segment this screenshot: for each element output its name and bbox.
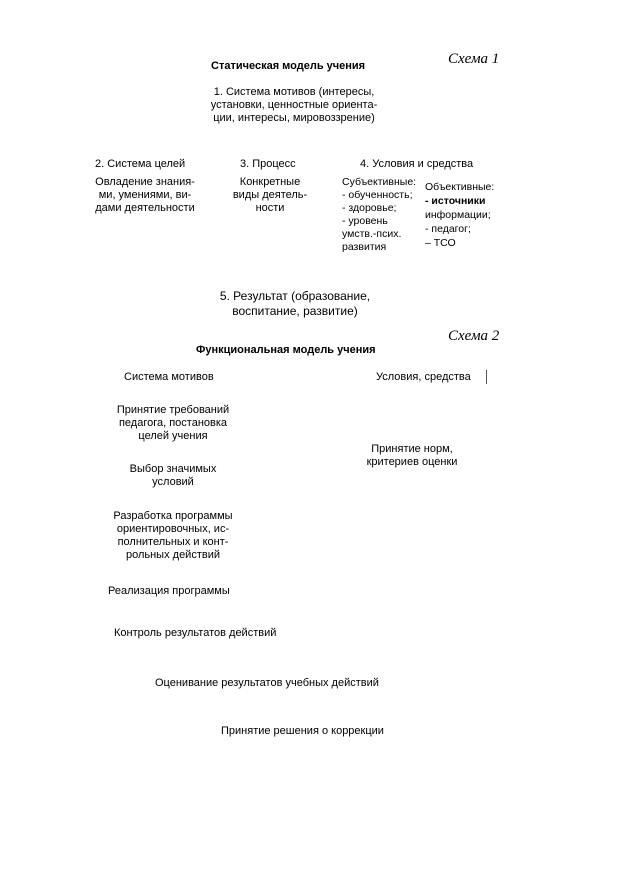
subjective-line: Субъективные:: [342, 176, 417, 188]
step-evaluation: Оценивание результатов учебных действий: [155, 677, 379, 689]
goals-line: дами деятельности: [95, 202, 195, 214]
result-block: [205, 289, 385, 319]
step-correction-decision: Принятие решения о коррекции: [221, 725, 384, 737]
schema-2-label: Схема 2: [448, 328, 500, 344]
motives-line: 1. Система мотивов (интересы,: [213, 86, 375, 98]
step-line: Разработка программы: [113, 510, 233, 522]
goals-heading: 2. Система целей: [95, 158, 186, 170]
norms-line: Принятие норм,: [371, 443, 453, 455]
objective-line: - педагог;: [425, 223, 471, 235]
motives-line: установки, ценностные ориента-: [210, 99, 378, 111]
step-line: педагога, постановка: [118, 417, 228, 429]
objective-line: - источники: [425, 195, 486, 207]
step-line: рольных действий: [125, 549, 221, 561]
result-line: 5. Результат (образование,: [219, 289, 371, 303]
step-line: полнительных и конт-: [117, 536, 229, 548]
step-line: условий: [152, 476, 194, 488]
process-block: [226, 176, 314, 215]
step-choice: [113, 463, 233, 489]
step-control: Контроль результатов действий: [114, 627, 277, 639]
step-line: целей учения: [138, 430, 208, 442]
objective-line: Объективные:: [425, 181, 495, 193]
process-line: виды деятель-: [232, 189, 308, 201]
motives-block: [199, 86, 389, 125]
subjective-line: развития: [342, 241, 387, 253]
step-line: Выбор значимых: [129, 463, 217, 475]
subjective-line: - уровень: [342, 215, 388, 227]
step-program-development: [103, 510, 243, 562]
step-program-realization: Реализация программы: [108, 585, 230, 597]
objective-line: информации;: [425, 209, 491, 221]
motives-line: ции, интересы, мировоззрение): [213, 112, 375, 124]
process-line: Конкретные: [239, 176, 301, 188]
subjective-line: - обученность;: [342, 189, 413, 201]
subjective-line: - здоровье;: [342, 202, 397, 214]
step-line: Принятие требований: [116, 404, 230, 416]
objective-block: [425, 180, 494, 250]
motives-system-label: Система мотивов: [124, 371, 214, 383]
subjective-block: [342, 176, 416, 254]
result-line: воспитание, развитие): [232, 304, 358, 318]
conditions-heading: 4. Условия и средства: [360, 158, 474, 170]
step-requirements: [103, 404, 243, 443]
objective-line: – ТСО: [425, 237, 456, 249]
goals-line: Овладение знания-: [95, 176, 195, 188]
norms-line: критериев оценки: [366, 456, 458, 468]
schema-1-label: Схема 1: [448, 51, 500, 67]
goals-block: [86, 176, 204, 215]
step-line: ориентировочных, ис-: [116, 523, 230, 535]
conditions-means-label: Условия, средства: [376, 371, 471, 383]
schema-1-title: Статическая модель учения: [211, 60, 366, 72]
divider-mark: [486, 370, 487, 384]
process-line: ности: [255, 202, 285, 214]
schema-2-title: Функциональная модель учения: [196, 344, 376, 356]
goals-line: ми, умениями, ви-: [98, 189, 192, 201]
process-heading: 3. Процесс: [240, 158, 296, 170]
subjective-line: умств.-псих.: [342, 228, 402, 240]
norms-block: [357, 443, 467, 469]
